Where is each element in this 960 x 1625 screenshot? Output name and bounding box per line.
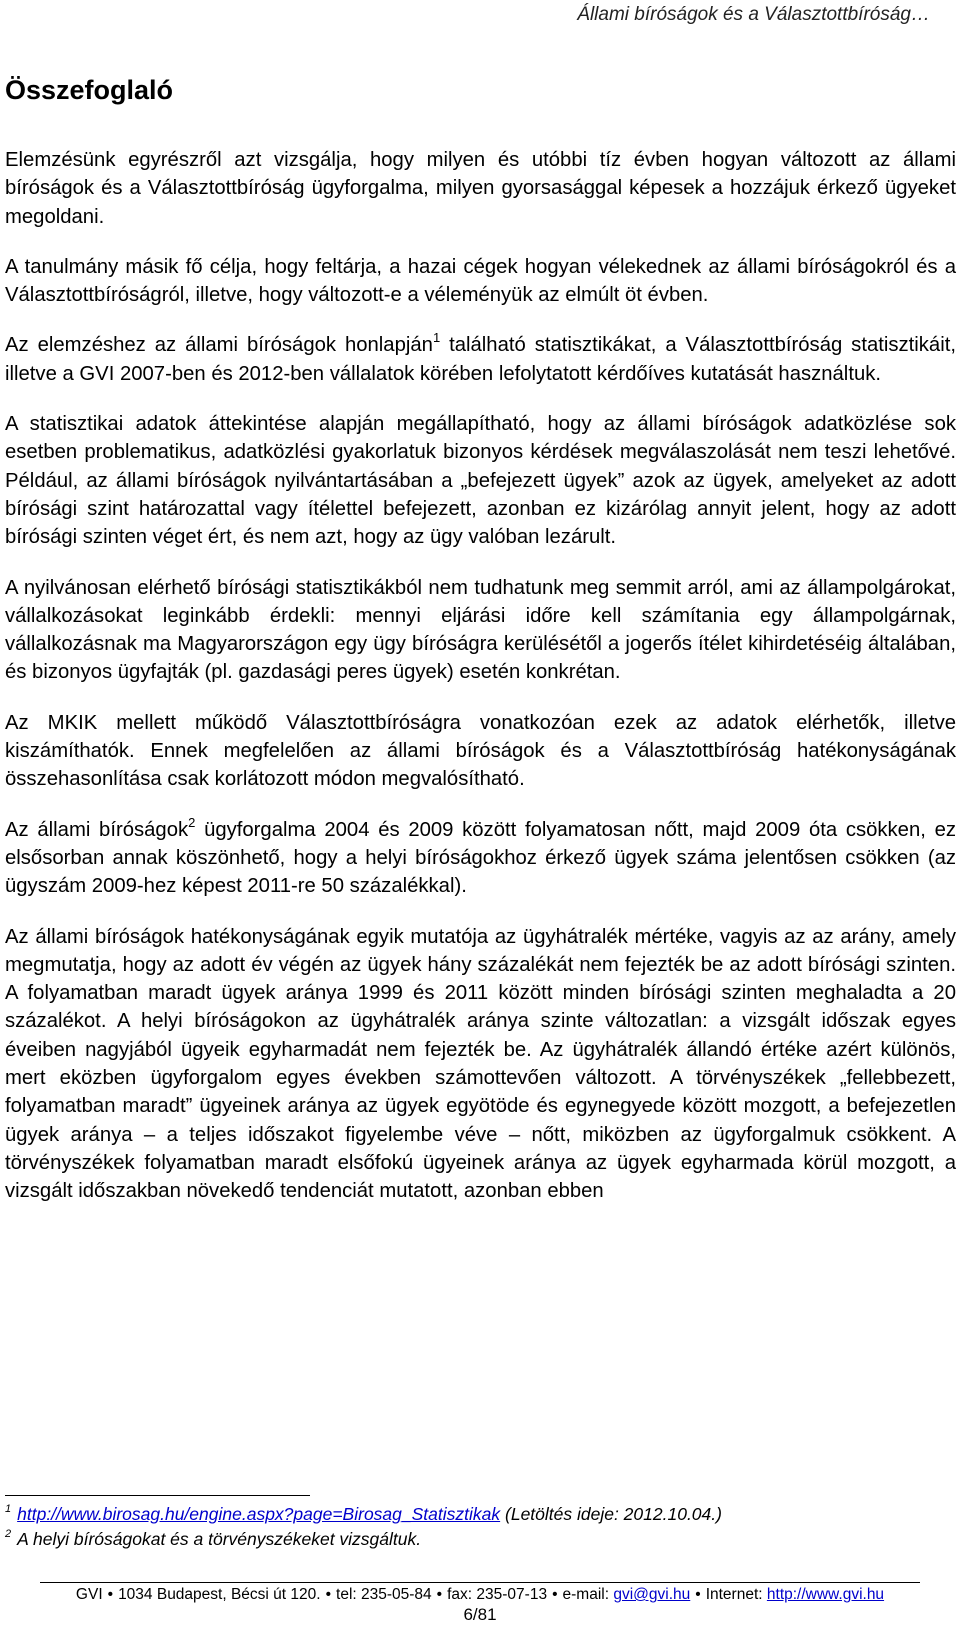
footer-separator: • — [695, 1586, 701, 1603]
footer-separator: • — [552, 1586, 558, 1603]
paragraph-5: A nyilvánosan elérhető bírósági statisztikákból nem tudhatunk meg semmit arról, ami az állampolgárokat, vállalkozásokat leginkább érdekli: mennyi eljárási időre kell számítania egy állampolgárnak, vállalkozásnak ma Magyarországon egy ügy bíróságra kerülésétől a jogerős ítélet kihirdetéséig általában, és bizonyos ügyfajták (pl. gazdasági peres ügyek) esetén konkrétan. — [5, 576, 956, 684]
footnote-1-number: 1 — [5, 1503, 12, 1515]
footnote-1 — [5, 1502, 955, 1527]
footnote-1-retrieval-date: (Letöltés ideje: 2012.10.04.) — [500, 1504, 722, 1524]
paragraph-7 — [5, 816, 956, 901]
footnote-2 — [5, 1527, 955, 1552]
paragraph-4: A statisztikai adatok áttekintése alapján megállapítható, hogy az állami bíróságok adatközlése sok esetben problematikus, adatközlési gyakorlatuk bizonyos kérdések megválaszolását nem teszi lehetővé. Például, az állami bíróságok nyilvántartásában a „befejezett ügyek” azok az ügyek, amelyeket az adott bírósági szint határozattal vagy ítélettel befejezett, azonban ez kizárólag annyit jelent, hogy az adott bírósági szinten véget ért, és nem azt, hogy az ügy valóban lezárult. — [5, 413, 956, 549]
footer-phone: tel: 235-05-84 — [336, 1586, 432, 1603]
section-title: Összefoglaló — [5, 75, 174, 105]
footnote-ref-2[interactable]: 2 — [188, 814, 196, 830]
paragraph-6: Az MKIK mellett működő Választottbíróságra vonatkozóan ezek az adatok elérhetők, illetve kiszámíthatók. Ennek megfelelően az állami bíróságok és a Választottbíróság hatékonyságának összehasonlítása csak korlátozott módon megvalósítható. — [5, 711, 956, 791]
footer-internet-label: Internet: — [705, 1586, 767, 1603]
paragraph-8: Az állami bíróságok hatékonyságának egyik mutatója az ügyhátralék mértéke, vagyis az az arány, amely megmutatja, hogy az adott év végén az ügyek hány százalékát nem fejezték be az adott bírósági szinten. A folyamatban maradt ügyek aránya 1999 és 2011 között minden bírósági szinten meghaladta a 20 százalékot. A helyi bíróságokon az ügyhátralék aránya szinte változatlan: a vizsgált időszak egyes éveiben nagyjából ügyeik egyharmadát nem fejezték be. Az ügyhátralék állandó értéke azért különös, mert eközben ügyforgalom egyes években számottevően változott. A törvényszékek „fellebbezett, folyamatban maradt” ügyeinek aránya az ügyek egyötöde és egynegyede között mozgott, a befejezetlen ügyek aránya – a teljes időszakot figyelembe véve – nőtt, miközben az ügyforgalmuk csökkent. A törvényszékek folyamatban maradt elsőfokú ügyeinek aránya az ügyek egyharmada körül mozgott, a vizsgált időszakban növekedő tendenciát mutatott, azonban ebben — [5, 925, 956, 1203]
footnote-divider — [5, 1495, 310, 1496]
footer-separator: • — [436, 1586, 443, 1603]
paragraph-1: Elemzésünk egyrészről azt vizsgálja, hogy milyen és utóbbi tíz évben hogyan változott az állami bíróságok és a Választottbíróság ügyforgalma, milyen gyorsasággal képesek a hozzájuk érkező ügyeket megoldani. — [5, 149, 956, 228]
footer-fax: fax: 235-07-13 — [447, 1586, 548, 1603]
footnote-ref-1[interactable]: 1 — [432, 330, 441, 346]
paragraph-7-text-end: ügyforgalma 2004 és 2009 között folyamatosan nőtt, majd 2009 óta csökken, ez elsősorban annak köszönhető, hogy a helyi bíróságokhoz érkező ügyek száma jelentősen csökken (az ügyszám 2009-hez képest 2011-re 50 százalékkal). — [5, 818, 956, 898]
page-footer — [0, 1585, 960, 1605]
footer-email-link[interactable]: gvi@gvi.hu — [613, 1586, 691, 1603]
paragraph-7-text-start: Az állami bíróságok — [5, 818, 189, 841]
footer-separator: • — [325, 1586, 332, 1603]
running-header: Állami bíróságok és a Választottbíróság… — [577, 4, 930, 25]
paragraph-3-text-end: található statisztikákat, a Választottbíróság statisztikáit, illetve a GVI 2007-ben és 2012-ben vállalatok körében lefolytatott kérdőíves kutatását használtuk. — [5, 334, 956, 385]
footnotes — [5, 1502, 955, 1552]
footer-org: GVI — [75, 1586, 103, 1603]
footer-separator: • — [107, 1586, 114, 1603]
paragraph-3-text-start: Az elemzéshez az állami bíróságok honlapján — [5, 334, 433, 357]
footer-website-link[interactable]: http://www.gvi.hu — [766, 1586, 885, 1603]
footer-email-label: e-mail: — [562, 1586, 614, 1603]
footnote-2-text: A helyi bíróságokat és a törvényszékeket vizsgáltuk. — [17, 1529, 422, 1549]
paragraph-2: A tanulmány másik fő célja, hogy feltárja, a hazai cégek hogyan vélekednek az állami bíróságokról és a Választottbíróságról, illetve, hogy változott-e a véleményük az elmúlt öt évben. — [5, 255, 956, 307]
footer-divider — [40, 1582, 920, 1583]
body-text — [5, 146, 956, 1228]
footnote-2-number: 2 — [5, 1528, 12, 1540]
footer-address: 1034 Budapest, Bécsi út 120. — [118, 1586, 321, 1603]
footnote-1-link[interactable]: http://www.birosag.hu/engine.aspx?page=Birosag_Statisztikak — [17, 1504, 501, 1524]
page-number: 6/81 — [463, 1605, 497, 1624]
paragraph-3 — [5, 331, 956, 388]
